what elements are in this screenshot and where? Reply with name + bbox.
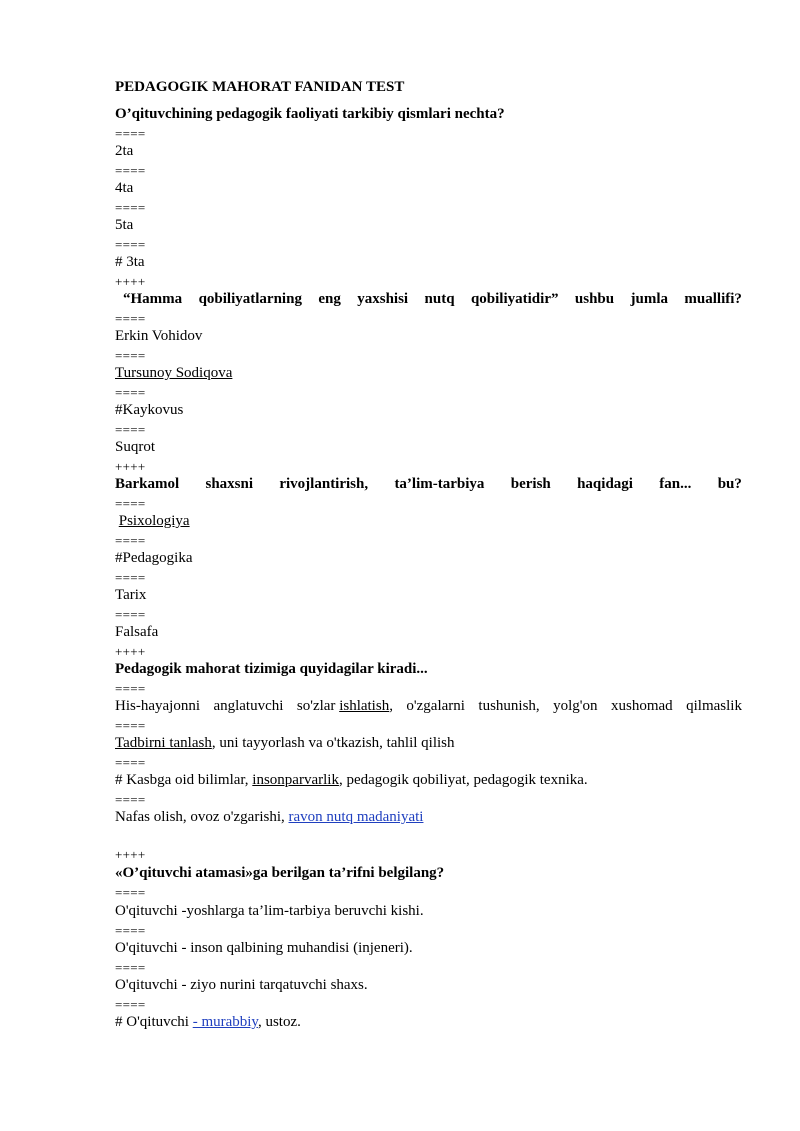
q4-option-2: [115, 734, 742, 752]
document-title: PEDAGOGIK MAHORAT FANIDAN TEST: [115, 79, 405, 95]
question-1: O’qituvchining pedagogik faoliyati tarkibiy qismlari nechta?: [115, 106, 505, 122]
separator: ====: [115, 570, 146, 585]
q4-option-1: [115, 697, 742, 715]
question-end-marker: ++++: [115, 459, 146, 474]
question-2-word: eng: [318, 291, 341, 307]
question-2-word: nutq: [424, 291, 455, 307]
q2-option-3-correct: #Kaykovus: [115, 402, 184, 418]
q4-option-4-link[interactable]: ravon nutq madaniyati: [288, 809, 424, 825]
question-2: [123, 290, 742, 308]
q4-option-3-correct: [115, 771, 742, 789]
q4-option-1-word: o'zgalarni: [406, 698, 465, 714]
separator: ====: [115, 607, 146, 622]
q4-option-2-text: , uni tayyorlash va o'tkazish, tahlil qilish: [211, 735, 455, 751]
separator: ====: [115, 885, 146, 900]
q5-option-4-correct: [115, 1013, 742, 1031]
q4-option-1-word: anglatuvchi: [213, 698, 284, 714]
q5-option-4-link[interactable]: - murabbiy: [192, 1014, 258, 1030]
question-3-word: rivojlantirish,: [279, 476, 369, 492]
q2-option-1: Erkin Vohidov: [115, 328, 203, 344]
question-4: Pedagogik mahorat tizimiga quyidagilar kiradi...: [115, 661, 428, 677]
question-2-word: “Hamma: [123, 291, 183, 307]
question-2-word: yaxshisi: [357, 291, 409, 307]
question-3-word: ta’lim-tarbiya: [394, 476, 485, 492]
separator: ====: [115, 718, 146, 733]
q3-option-1: [115, 512, 742, 530]
q4-option-3-post: , pedagogik qobiliyat, pedagogik texnika.: [338, 772, 588, 788]
separator: ====: [115, 348, 146, 363]
question-end-marker: ++++: [115, 644, 146, 659]
question-3-word: Barkamol: [115, 476, 180, 492]
q4-option-1-word: [297, 697, 393, 715]
question-3-word: haqidagi: [577, 476, 633, 492]
q4-option-1-word: tushunish,: [478, 698, 540, 714]
q5-option-2: O'qituvchi - inson qalbining muhandisi (injeneri).: [115, 940, 413, 956]
q5-option-3: O'qituvchi - ziyo nurini tarqatuvchi shaxs.: [115, 977, 368, 993]
separator: ====: [115, 997, 146, 1012]
q1-option-1: 2ta: [115, 143, 134, 159]
separator: ====: [115, 960, 146, 975]
separator: ====: [115, 126, 146, 141]
q5-option-4-pre: # O'qituvchi: [115, 1014, 193, 1030]
separator: ====: [115, 533, 146, 548]
q5-option-1: O'qituvchi -yoshlarga ta’lim-tarbiya beruvchi kishi.: [115, 903, 424, 919]
separator: ====: [115, 681, 146, 696]
separator: ====: [115, 200, 146, 215]
q4-option-1-word-text: so'zlar: [296, 698, 336, 714]
question-3-word: fan...: [659, 476, 692, 492]
q4-option-4: [115, 808, 742, 826]
q4-option-2-link: Tadbirni tanlash: [115, 735, 212, 751]
q3-option-2-correct: #Pedagogika: [115, 550, 193, 566]
question-3: [115, 475, 742, 493]
q4-option-3-link: insonparvarlik: [252, 772, 339, 788]
q4-option-4-pre: Nafas olish, ovoz o'zgarishi,: [115, 809, 289, 825]
question-2-word: qobiliyatidir”: [470, 291, 559, 307]
question-3-word: berish: [510, 476, 551, 492]
q1-option-3: 5ta: [115, 217, 134, 233]
q4-option-1-word: yolg'on: [553, 698, 598, 714]
separator: ====: [115, 163, 146, 178]
question-5: «O’qituvchi atamasi»ga berilgan ta’rifni belgilang?: [115, 865, 445, 881]
q3-option-4: Falsafa: [115, 624, 159, 640]
question-3-word: shaxsni: [205, 476, 254, 492]
question-2-word: muallifi?: [684, 291, 742, 307]
q4-option-3-pre: # Kasbga oid bilimlar,: [115, 772, 253, 788]
separator: ====: [115, 311, 146, 326]
q2-option-2-text: Tursunoy Sodiqova: [115, 365, 233, 381]
question-end-marker: ++++: [115, 847, 146, 862]
question-2-word: jumla: [630, 291, 669, 307]
question-end-marker: ++++: [115, 274, 146, 289]
q4-option-1-word: qilmaslik: [686, 698, 742, 714]
separator: ====: [115, 422, 146, 437]
q4-option-1-comma: ,: [389, 698, 393, 714]
q2-option-2: [115, 364, 742, 382]
q4-option-1-word: xushomad: [610, 698, 673, 714]
q1-option-4-correct: # 3ta: [115, 254, 145, 270]
separator: ====: [115, 755, 146, 770]
separator: ====: [115, 792, 146, 807]
q4-option-1-link: ishlatish: [339, 698, 390, 714]
q5-option-4-post: , ustoz.: [257, 1014, 301, 1030]
separator: ====: [115, 237, 146, 252]
question-3-word: bu?: [717, 476, 742, 492]
separator: ====: [115, 385, 146, 400]
separator: ====: [115, 923, 146, 938]
q4-option-1-word: His-hayajonni: [115, 698, 200, 714]
q3-option-1-text: Psixologiya: [118, 513, 190, 529]
q3-option-3: Tarix: [115, 587, 147, 603]
q2-option-4: Suqrot: [115, 439, 156, 455]
question-2-word: ushbu: [574, 291, 615, 307]
separator: ====: [115, 496, 146, 511]
q1-option-2: 4ta: [115, 180, 134, 196]
question-2-word: qobiliyatlarning: [198, 291, 302, 307]
